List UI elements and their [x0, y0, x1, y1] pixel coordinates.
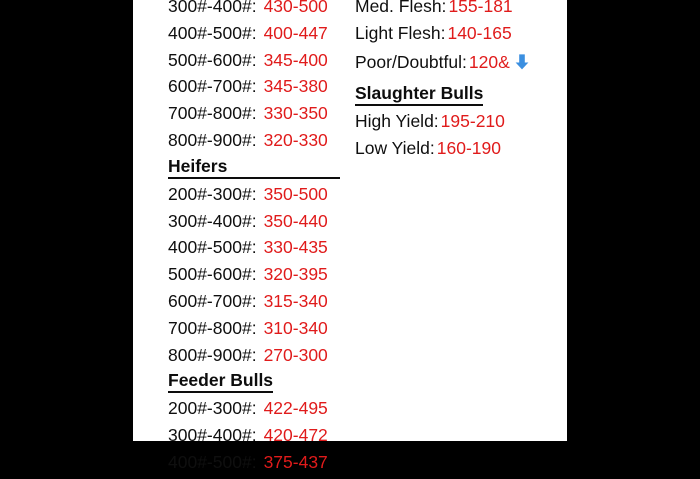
price-value: 345-380: [263, 76, 328, 97]
weight-label: 800#-900#:: [168, 344, 257, 365]
price-value: 430-500: [263, 0, 328, 16]
weight-label: 800#-900#:: [168, 129, 257, 150]
section-heading-feeder-bulls: [168, 371, 368, 398]
market-report-page: [133, 0, 567, 472]
weight-label: 700#-800#:: [168, 103, 257, 124]
price-row: [168, 398, 368, 425]
price-row: [168, 211, 368, 238]
section-heading-heifers: [168, 157, 368, 184]
weight-label: 200#-300#:: [168, 183, 257, 204]
price-row: [168, 264, 368, 291]
price-value: 375-437: [263, 451, 328, 472]
weight-label: 700#-800#:: [168, 317, 257, 338]
weight-label: 600#-700#:: [168, 76, 257, 97]
price-value: 350-500: [263, 183, 328, 204]
grade-label: Med. Flesh:: [355, 0, 447, 16]
price-row: [168, 0, 368, 23]
price-row: [355, 0, 565, 23]
price-value: 420-472: [263, 425, 328, 446]
price-value: 315-340: [263, 290, 328, 311]
section-heading-slaughter-bulls: [355, 84, 565, 111]
price-row: [355, 111, 565, 138]
weight-label: 400#-500#:: [168, 237, 257, 258]
price-value: 350-440: [263, 210, 328, 231]
price-row: [168, 130, 368, 157]
price-row: [168, 425, 368, 452]
heifers-heading-text: Heifers: [168, 157, 340, 179]
weight-label: 500#-600#:: [168, 264, 257, 285]
price-value: 422-495: [263, 398, 328, 419]
weight-label: 300#-400#:: [168, 425, 257, 446]
price-row: [355, 138, 565, 165]
price-row: [355, 23, 565, 50]
price-value: 320-395: [263, 264, 328, 285]
price-value: 195-210: [440, 111, 505, 132]
grade-label: Poor/Doubtful:: [355, 51, 467, 72]
price-value: 330-350: [263, 103, 328, 124]
left-price-column: [168, 0, 368, 479]
price-row: [168, 76, 368, 103]
price-value: 345-400: [263, 49, 328, 70]
price-row: [168, 345, 368, 372]
down-arrow-icon: [513, 53, 531, 76]
right-price-column: [355, 0, 565, 165]
price-value: 270-300: [263, 344, 328, 365]
weight-label: 600#-700#:: [168, 290, 257, 311]
price-row: [168, 23, 368, 50]
weight-label: 400#-500#:: [168, 22, 257, 43]
weight-label: 500#-600#:: [168, 49, 257, 70]
price-value: 320-330: [263, 129, 328, 150]
price-value: 155-181: [448, 0, 513, 16]
price-row: [168, 291, 368, 318]
price-row: [355, 50, 565, 77]
grade-label: High Yield:: [355, 111, 439, 132]
price-value: 120&: [468, 51, 510, 72]
price-row: [168, 318, 368, 345]
price-value: 330-435: [263, 237, 328, 258]
grade-label: Low Yield:: [355, 138, 435, 159]
grade-label: Light Flesh:: [355, 22, 446, 43]
weight-label: 300#-400#:: [168, 210, 257, 231]
weight-label: 400#-500#:: [168, 451, 257, 472]
price-row: [168, 103, 368, 130]
price-value: 160-190: [436, 138, 502, 159]
price-row: [168, 237, 368, 264]
price-row: [168, 452, 368, 479]
weight-label: 300#-400#:: [168, 0, 257, 16]
weight-label: 200#-300#:: [168, 398, 257, 419]
price-value: 140-165: [447, 22, 512, 43]
price-value: 400-447: [263, 22, 328, 43]
price-row: [168, 50, 368, 77]
price-value: 310-340: [263, 317, 328, 338]
price-columns: [133, 0, 567, 472]
feeder-bulls-heading-text: Feeder Bulls: [168, 371, 273, 393]
slaughter-bulls-heading-text: Slaughter Bulls: [355, 84, 483, 106]
price-row: [168, 184, 368, 211]
